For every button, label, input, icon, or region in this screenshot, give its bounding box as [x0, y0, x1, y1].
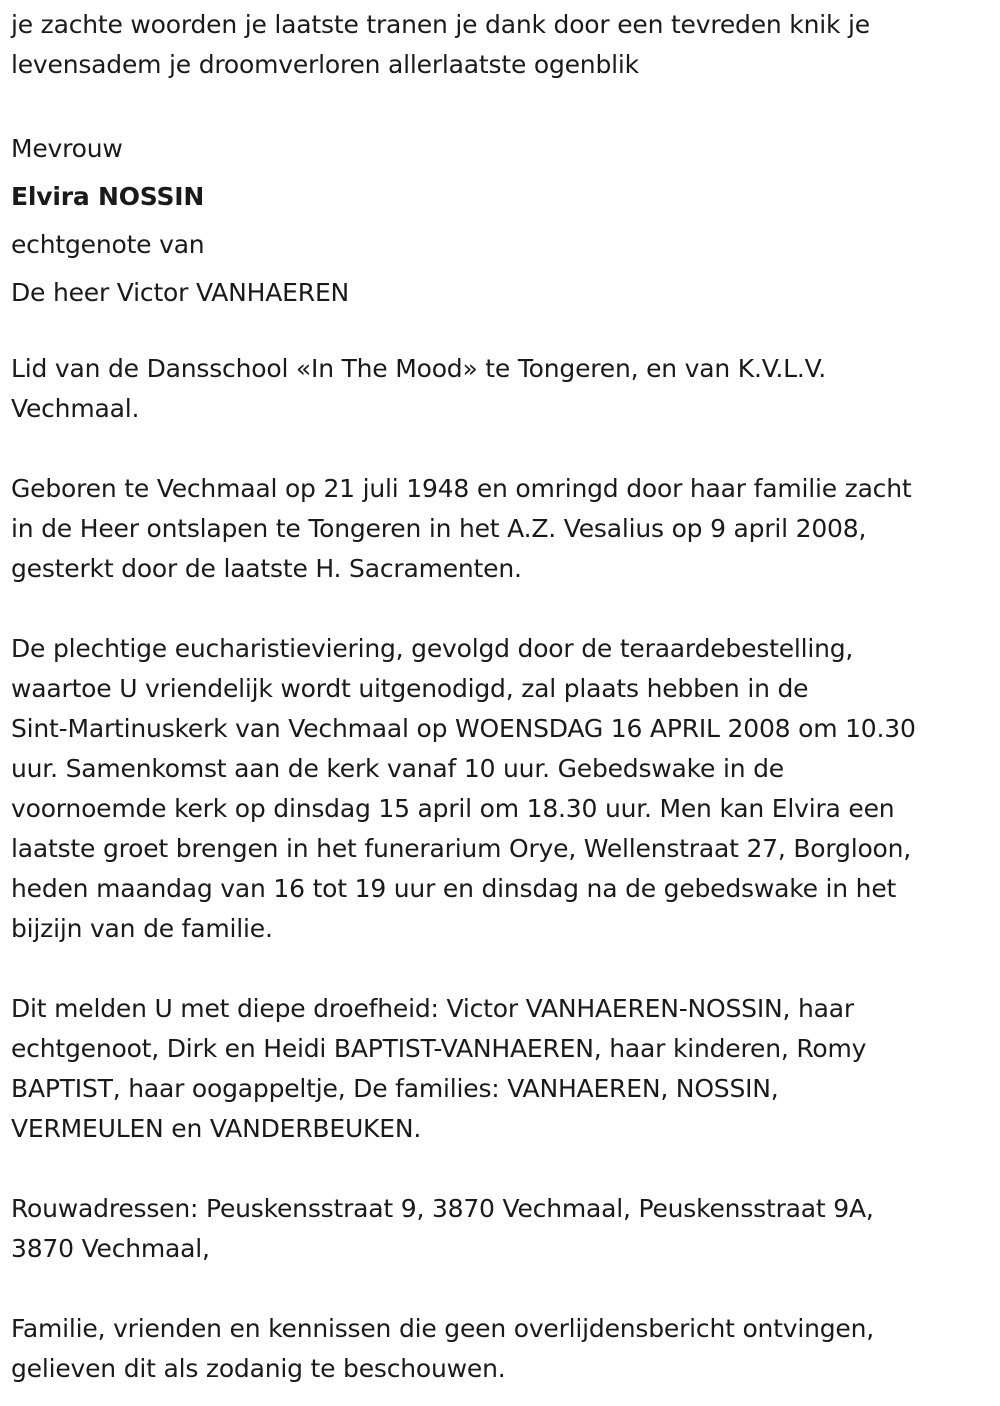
ceremony-line: bijzijn van de familie. [11, 914, 273, 943]
poem-paragraph [11, 5, 988, 85]
birth-line: gesterkt door de laatste H. Sacramenten. [11, 554, 522, 583]
family-line: Dit melden U met diepe droefheid: Victor VANHAEREN-NOSSIN, haar [11, 994, 854, 1023]
ceremony-line: heden maandag van 16 tot 19 uur en dinsdag na de gebedswake in het [11, 874, 897, 903]
family-line: BAPTIST, haar oogappeltje, De families: VANHAEREN, NOSSIN, [11, 1074, 779, 1103]
membership-paragraph [11, 349, 988, 429]
family-line: VERMEULEN en VANDERBEUKEN. [11, 1114, 422, 1143]
closing-line: gelieven dit als zodanig te beschouwen. [11, 1354, 506, 1383]
ceremony-line: uur. Samenkomst aan de kerk vanaf 10 uur. Gebedswake in de [11, 754, 784, 783]
addresses-paragraph [11, 1189, 988, 1269]
membership-line: Lid van de Dansschool «In The Mood» te Tongeren, en van K.V.L.V. [11, 354, 827, 383]
ceremony-line: laatste groet brengen in het funerarium Orye, Wellenstraat 27, Borgloon, [11, 834, 912, 863]
ceremony-line: voornoemde kerk op dinsdag 15 april om 18.30 uur. Men kan Elvira een [11, 794, 895, 823]
ceremony-line: Sint-Martinuskerk van Vechmaal op WOENSDAG 16 APRIL 2008 om 10.30 [11, 714, 916, 743]
deceased-name: Elvira NOSSIN [11, 182, 205, 211]
deceased-relation: echtgenote van [11, 230, 205, 259]
spouse-name: De heer Victor VANHAEREN [11, 278, 350, 307]
ceremony-line: De plechtige eucharistieviering, gevolgd door de teraardebestelling, [11, 634, 854, 663]
birth-paragraph [11, 469, 988, 589]
ceremony-paragraph [11, 629, 988, 949]
deceased-block [11, 125, 988, 317]
birth-line: in de Heer ontslapen te Tongeren in het A.Z. Vesalius op 9 april 2008, [11, 514, 867, 543]
family-line: echtgenoot, Dirk en Heidi BAPTIST-VANHAEREN, haar kinderen, Romy [11, 1034, 867, 1063]
address-line: 3870 Vechmaal, [11, 1234, 210, 1263]
membership-line: Vechmaal. [11, 394, 140, 423]
poem-line: je zachte woorden je laatste tranen je dank door een tevreden knik je [11, 10, 870, 39]
deceased-title: Mevrouw [11, 134, 123, 163]
address-line: Rouwadressen: Peuskensstraat 9, 3870 Vechmaal, Peuskensstraat 9A, [11, 1194, 874, 1223]
ceremony-line: waartoe U vriendelijk wordt uitgenodigd, zal plaats hebben in de [11, 674, 809, 703]
poem-line: levensadem je droomverloren allerlaatste ogenblik [11, 50, 639, 79]
closing-line: Familie, vrienden en kennissen die geen overlijdensbericht ontvingen, [11, 1314, 875, 1343]
closing-paragraph [11, 1309, 988, 1389]
birth-line: Geboren te Vechmaal op 21 juli 1948 en omringd door haar familie zacht [11, 474, 912, 503]
family-paragraph [11, 989, 988, 1149]
